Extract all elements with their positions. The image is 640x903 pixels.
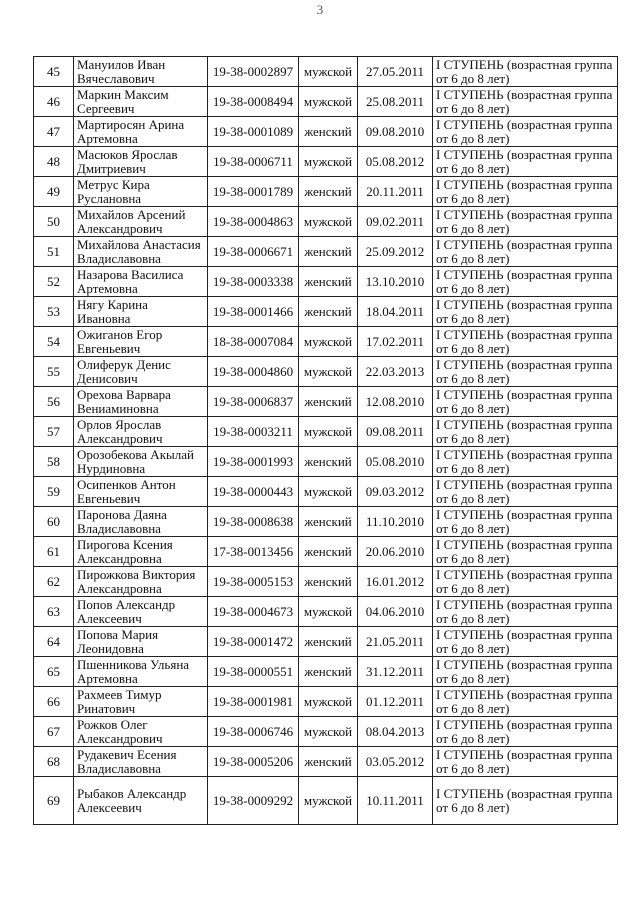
full-name-line2: Алексеевич (77, 610, 142, 626)
full-name-line2: Алексеевич (77, 799, 142, 815)
stage-cell: I СТУПЕНЬ (возрастная группа от 6 до 8 лет) (433, 447, 618, 477)
table-row (34, 417, 618, 447)
table-row (34, 477, 618, 507)
full-name-line2: Дмитриевич (77, 160, 146, 176)
full-name-cell (74, 417, 208, 447)
row-number-cell: 69 (34, 777, 74, 825)
participants-table (33, 56, 618, 825)
stage-cell: I СТУПЕНЬ (возрастная группа от 6 до 8 лет) (433, 267, 618, 297)
sex-cell: мужской (299, 687, 358, 717)
full-name-line1: Паронова Даяна (77, 506, 167, 522)
row-number-cell: 63 (34, 597, 74, 627)
row-number-cell: 53 (34, 297, 74, 327)
stage-cell: I СТУПЕНЬ (возрастная группа от 6 до 8 лет) (433, 387, 618, 417)
full-name-line2: Денисович (77, 370, 138, 386)
participant-id-cell: 19-38-0001993 (208, 447, 299, 477)
row-number-cell: 55 (34, 357, 74, 387)
table-row (34, 597, 618, 627)
full-name-line2: Александрович (77, 730, 163, 746)
table-row (34, 507, 618, 537)
sex-cell: мужской (299, 417, 358, 447)
stage-cell: I СТУПЕНЬ (возрастная группа от 6 до 8 лет) (433, 147, 618, 177)
table-row (34, 147, 618, 177)
participant-id-cell: 19-38-0001089 (208, 117, 299, 147)
full-name-line1: Орозобекова Акылай (77, 446, 194, 462)
birth-date-cell: 04.06.2010 (358, 597, 433, 627)
full-name-line1: Рахмеев Тимур (77, 686, 162, 702)
full-name-cell (74, 57, 208, 87)
full-name-line1: Назарова Василиса (77, 266, 184, 282)
birth-date-cell: 27.05.2011 (358, 57, 433, 87)
full-name-cell (74, 297, 208, 327)
row-number-cell: 64 (34, 627, 74, 657)
table-row (34, 57, 618, 87)
participants-table-body (34, 57, 618, 825)
row-number-cell: 48 (34, 147, 74, 177)
row-number-cell: 59 (34, 477, 74, 507)
stage-cell: I СТУПЕНЬ (возрастная группа от 6 до 8 лет) (433, 477, 618, 507)
full-name-line1: Олиферук Денис (77, 356, 171, 372)
full-name-line1: Попов Александр (77, 596, 176, 612)
birth-date-cell: 09.02.2011 (358, 207, 433, 237)
birth-date-cell: 09.08.2011 (358, 417, 433, 447)
sex-cell: женский (299, 177, 358, 207)
participant-id-cell: 19-38-0008494 (208, 87, 299, 117)
full-name-line2: Сергеевич (77, 100, 135, 116)
full-name-line1: Пирожкова Виктория (77, 566, 196, 582)
birth-date-cell: 05.08.2012 (358, 147, 433, 177)
sex-cell: женский (299, 267, 358, 297)
sex-cell: женский (299, 447, 358, 477)
full-name-line2: Вячеславович (77, 70, 155, 86)
stage-cell: I СТУПЕНЬ (возрастная группа от 6 до 8 лет) (433, 357, 618, 387)
birth-date-cell: 05.08.2010 (358, 447, 433, 477)
participant-id-cell: 19-38-0000551 (208, 657, 299, 687)
table-row (34, 657, 618, 687)
sex-cell: мужской (299, 207, 358, 237)
sex-cell: женский (299, 747, 358, 777)
full-name-cell (74, 507, 208, 537)
full-name-cell (74, 687, 208, 717)
full-name-line2: Евгеньевич (77, 340, 141, 356)
participant-id-cell: 19-38-0008638 (208, 507, 299, 537)
row-number-cell: 49 (34, 177, 74, 207)
full-name-cell (74, 567, 208, 597)
full-name-line1: Орехова Варвара (77, 386, 171, 402)
birth-date-cell: 20.06.2010 (358, 537, 433, 567)
full-name-cell (74, 627, 208, 657)
row-number-cell: 56 (34, 387, 74, 417)
page-number: 3 (316, 2, 324, 17)
full-name-cell (74, 357, 208, 387)
birth-date-cell: 01.12.2011 (358, 687, 433, 717)
birth-date-cell: 18.04.2011 (358, 297, 433, 327)
participant-id-cell: 18-38-0007084 (208, 327, 299, 357)
sex-cell: мужской (299, 777, 358, 825)
participant-id-cell: 19-38-0005206 (208, 747, 299, 777)
sex-cell: женский (299, 237, 358, 267)
full-name-cell (74, 447, 208, 477)
table-row (34, 627, 618, 657)
birth-date-cell: 31.12.2011 (358, 657, 433, 687)
stage-cell: I СТУПЕНЬ (возрастная группа от 6 до 8 лет) (433, 717, 618, 747)
row-number-cell: 58 (34, 447, 74, 477)
full-name-line2: Руслановна (77, 190, 142, 206)
row-number-cell: 67 (34, 717, 74, 747)
sex-cell: женский (299, 627, 358, 657)
stage-cell: I СТУПЕНЬ (возрастная группа от 6 до 8 лет) (433, 777, 618, 825)
table-row (34, 327, 618, 357)
row-number-cell: 54 (34, 327, 74, 357)
table-row (34, 87, 618, 117)
birth-date-cell: 25.09.2012 (358, 237, 433, 267)
stage-cell: I СТУПЕНЬ (возрастная группа от 6 до 8 лет) (433, 627, 618, 657)
full-name-line1: Нягу Карина (77, 296, 148, 312)
birth-date-cell: 12.08.2010 (358, 387, 433, 417)
full-name-cell (74, 147, 208, 177)
full-name-line1: Маркин Максим (77, 86, 169, 102)
row-number-cell: 68 (34, 747, 74, 777)
full-name-line1: Осипенков Антон (77, 476, 176, 492)
full-name-line1: Михайлов Арсений (77, 206, 186, 222)
participant-id-cell: 19-38-0004673 (208, 597, 299, 627)
sex-cell: мужской (299, 597, 358, 627)
sex-cell: мужской (299, 717, 358, 747)
full-name-line2: Александрович (77, 430, 163, 446)
participant-id-cell: 19-38-0003211 (208, 417, 299, 447)
full-name-cell (74, 267, 208, 297)
stage-cell: I СТУПЕНЬ (возрастная группа от 6 до 8 лет) (433, 237, 618, 267)
sex-cell: женский (299, 567, 358, 597)
sex-cell: женский (299, 117, 358, 147)
participant-id-cell: 19-38-0006746 (208, 717, 299, 747)
table-row (34, 297, 618, 327)
full-name-cell (74, 597, 208, 627)
sex-cell: мужской (299, 327, 358, 357)
birth-date-cell: 09.03.2012 (358, 477, 433, 507)
participant-id-cell: 19-38-0005153 (208, 567, 299, 597)
row-number-cell: 47 (34, 117, 74, 147)
full-name-line2: Леонидовна (77, 640, 144, 656)
full-name-line2: Ринатович (77, 700, 136, 716)
birth-date-cell: 08.04.2013 (358, 717, 433, 747)
full-name-cell (74, 657, 208, 687)
stage-cell: I СТУПЕНЬ (возрастная группа от 6 до 8 лет) (433, 417, 618, 447)
full-name-line1: Рожков Олег (77, 716, 148, 732)
full-name-line1: Михайлова Анастасия (77, 236, 201, 252)
birth-date-cell: 10.11.2011 (358, 777, 433, 825)
row-number-cell: 65 (34, 657, 74, 687)
participant-id-cell: 19-38-0004860 (208, 357, 299, 387)
table-row (34, 387, 618, 417)
sex-cell: женский (299, 507, 358, 537)
row-number-cell: 62 (34, 567, 74, 597)
full-name-cell (74, 717, 208, 747)
full-name-line2: Александровна (77, 580, 162, 596)
full-name-line2: Нурдиновна (77, 460, 146, 476)
full-name-cell (74, 237, 208, 267)
table-row (34, 567, 618, 597)
sex-cell: женский (299, 297, 358, 327)
full-name-line2: Евгеньевич (77, 490, 141, 506)
table-row (34, 717, 618, 747)
full-name-line2: Владиславовна (77, 760, 161, 776)
row-number-cell: 66 (34, 687, 74, 717)
stage-cell: I СТУПЕНЬ (возрастная группа от 6 до 8 лет) (433, 57, 618, 87)
stage-cell: I СТУПЕНЬ (возрастная группа от 6 до 8 лет) (433, 567, 618, 597)
stage-cell: I СТУПЕНЬ (возрастная группа от 6 до 8 лет) (433, 537, 618, 567)
stage-cell: I СТУПЕНЬ (возрастная группа от 6 до 8 лет) (433, 687, 618, 717)
birth-date-cell: 20.11.2011 (358, 177, 433, 207)
sex-cell: мужской (299, 147, 358, 177)
row-number-cell: 52 (34, 267, 74, 297)
stage-cell: I СТУПЕНЬ (возрастная группа от 6 до 8 лет) (433, 747, 618, 777)
table-row (34, 267, 618, 297)
full-name-line2: Александрович (77, 220, 163, 236)
sex-cell: женский (299, 537, 358, 567)
participant-id-cell: 19-38-0009292 (208, 777, 299, 825)
full-name-line1: Пирогова Ксения (77, 536, 173, 552)
sex-cell: мужской (299, 477, 358, 507)
full-name-line1: Рудакевич Есения (77, 746, 177, 762)
participant-id-cell: 17-38-0013456 (208, 537, 299, 567)
participant-id-cell: 19-38-0000443 (208, 477, 299, 507)
row-number-cell: 60 (34, 507, 74, 537)
stage-cell: I СТУПЕНЬ (возрастная группа от 6 до 8 лет) (433, 117, 618, 147)
stage-cell: I СТУПЕНЬ (возрастная группа от 6 до 8 лет) (433, 597, 618, 627)
participant-id-cell: 19-38-0003338 (208, 267, 299, 297)
stage-cell: I СТУПЕНЬ (возрастная группа от 6 до 8 лет) (433, 87, 618, 117)
table-row (34, 177, 618, 207)
table-row (34, 537, 618, 567)
sex-cell: мужской (299, 57, 358, 87)
birth-date-cell: 09.08.2010 (358, 117, 433, 147)
birth-date-cell: 17.02.2011 (358, 327, 433, 357)
full-name-line1: Мартиросян Арина (77, 116, 185, 132)
full-name-cell (74, 327, 208, 357)
participant-id-cell: 19-38-0006837 (208, 387, 299, 417)
sex-cell: женский (299, 387, 358, 417)
sex-cell: мужской (299, 87, 358, 117)
table-row (34, 777, 618, 825)
participant-id-cell: 19-38-0004863 (208, 207, 299, 237)
full-name-line1: Метрус Кира (77, 176, 150, 192)
birth-date-cell: 11.10.2010 (358, 507, 433, 537)
sex-cell: женский (299, 657, 358, 687)
participant-id-cell: 19-38-0006671 (208, 237, 299, 267)
stage-cell: I СТУПЕНЬ (возрастная группа от 6 до 8 лет) (433, 177, 618, 207)
full-name-cell (74, 777, 208, 825)
row-number-cell: 50 (34, 207, 74, 237)
full-name-cell (74, 537, 208, 567)
sex-cell: мужской (299, 357, 358, 387)
stage-cell: I СТУПЕНЬ (возрастная группа от 6 до 8 лет) (433, 297, 618, 327)
full-name-line2: Артемовна (77, 280, 138, 296)
full-name-line2: Владиславовна (77, 520, 161, 536)
stage-cell: I СТУПЕНЬ (возрастная группа от 6 до 8 лет) (433, 207, 618, 237)
table-row (34, 117, 618, 147)
birth-date-cell: 21.05.2011 (358, 627, 433, 657)
full-name-line1: Масюков Ярослав (77, 146, 178, 162)
full-name-line2: Александровна (77, 550, 162, 566)
full-name-cell (74, 117, 208, 147)
birth-date-cell: 03.05.2012 (358, 747, 433, 777)
full-name-line1: Пшенникова Ульяна (77, 656, 190, 672)
table-row (34, 447, 618, 477)
full-name-line1: Мануилов Иван (77, 56, 166, 72)
full-name-cell (74, 207, 208, 237)
participant-id-cell: 19-38-0002897 (208, 57, 299, 87)
row-number-cell: 57 (34, 417, 74, 447)
full-name-line1: Орлов Ярослав (77, 416, 162, 432)
table-row (34, 747, 618, 777)
full-name-line1: Попова Мария (77, 626, 159, 642)
birth-date-cell: 25.08.2011 (358, 87, 433, 117)
participant-id-cell: 19-38-0001472 (208, 627, 299, 657)
participant-id-cell: 19-38-0001981 (208, 687, 299, 717)
table-row (34, 237, 618, 267)
participant-id-cell: 19-38-0006711 (208, 147, 299, 177)
full-name-line1: Ожиганов Егор (77, 326, 163, 342)
row-number-cell: 51 (34, 237, 74, 267)
birth-date-cell: 22.03.2013 (358, 357, 433, 387)
stage-cell: I СТУПЕНЬ (возрастная группа от 6 до 8 лет) (433, 327, 618, 357)
full-name-line2: Ивановна (77, 310, 131, 326)
row-number-cell: 61 (34, 537, 74, 567)
table-row (34, 207, 618, 237)
birth-date-cell: 16.01.2012 (358, 567, 433, 597)
full-name-cell (74, 477, 208, 507)
birth-date-cell: 13.10.2010 (358, 267, 433, 297)
full-name-cell (74, 747, 208, 777)
row-number-cell: 45 (34, 57, 74, 87)
full-name-line2: Вениаминовна (77, 400, 159, 416)
table-row (34, 687, 618, 717)
full-name-line1: Рыбаков Александр (77, 785, 187, 801)
full-name-line2: Артемовна (77, 130, 138, 146)
participant-id-cell: 19-38-0001466 (208, 297, 299, 327)
table-row (34, 357, 618, 387)
stage-cell: I СТУПЕНЬ (возрастная группа от 6 до 8 лет) (433, 507, 618, 537)
full-name-cell (74, 87, 208, 117)
full-name-line2: Артемовна (77, 670, 138, 686)
full-name-cell (74, 387, 208, 417)
row-number-cell: 46 (34, 87, 74, 117)
full-name-line2: Владиславовна (77, 250, 161, 266)
stage-cell: I СТУПЕНЬ (возрастная группа от 6 до 8 лет) (433, 657, 618, 687)
participant-id-cell: 19-38-0001789 (208, 177, 299, 207)
full-name-cell (74, 177, 208, 207)
